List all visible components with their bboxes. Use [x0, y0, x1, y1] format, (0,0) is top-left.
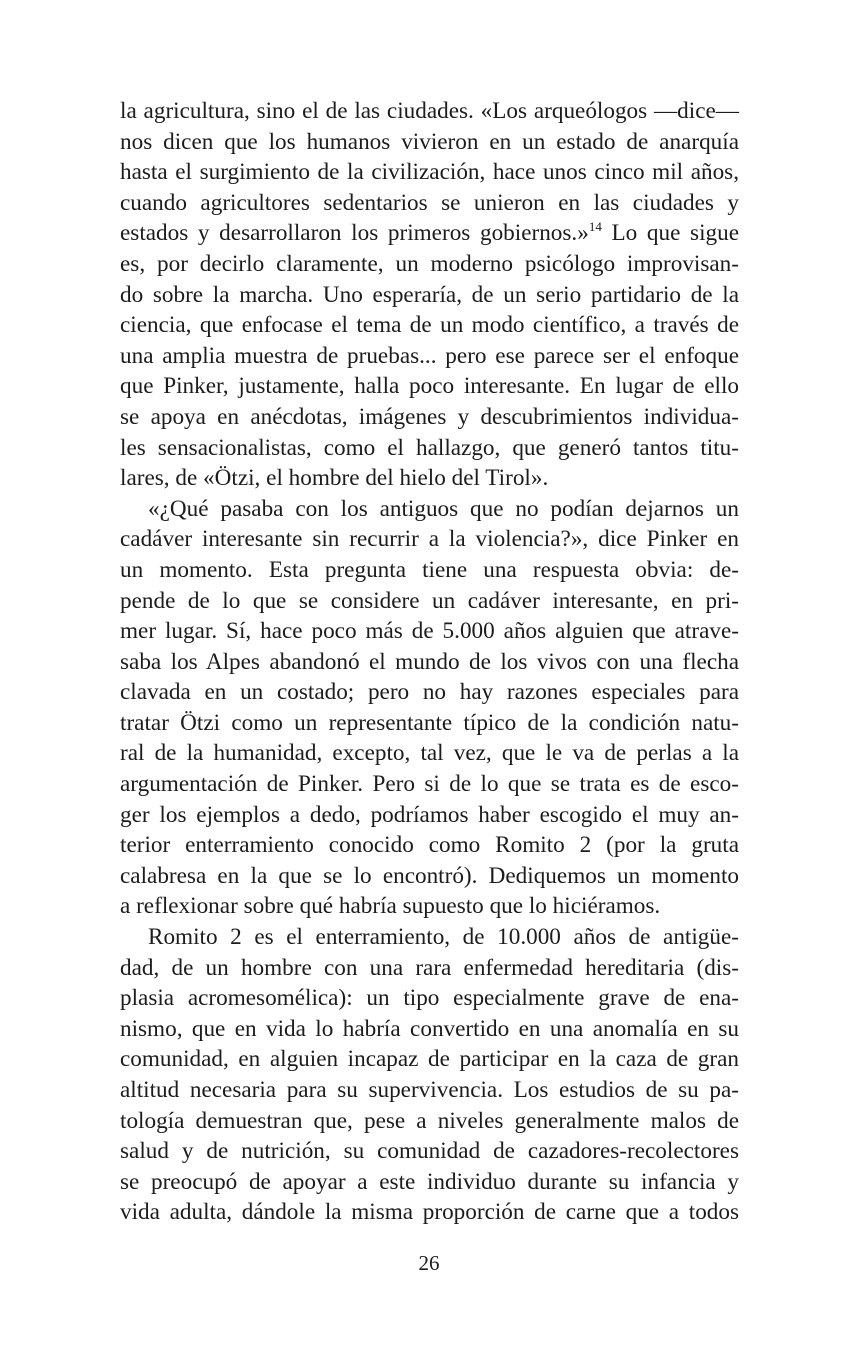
text-line: nos dicen que los humanos vivieron en un estado de anarquía	[120, 128, 739, 155]
text-line: mer lugar. Sí, hace poco más de 5.000 años alguien que atrave-	[120, 618, 739, 645]
text-line: una amplia muestra de pruebas... pero ese parece ser el enfoque	[120, 342, 739, 369]
text-line: se preocupó de apoyar a este individuo durante su infancia y	[120, 1168, 739, 1195]
footnote-reference: 14	[588, 219, 602, 235]
text-line: ral de la humanidad, excepto, tal vez, que le va de perlas a la	[120, 740, 739, 767]
text-line: la agricultura, sino el de las ciudades. «Los arqueólogos —dice—	[120, 98, 739, 124]
text-line: clavada en un costado; pero no hay razones especiales para	[120, 679, 739, 706]
text-line: vida adulta, dándole la misma proporción de carne que a todos	[120, 1199, 739, 1226]
text-line: pende de lo que se considere un cadáver interesante, en pri-	[120, 587, 739, 614]
text-line: comunidad, en alguien incapaz de participar en la caza de gran	[120, 1046, 739, 1073]
text-line: dad, de un hombre con una rara enfermedad hereditaria (dis-	[120, 954, 739, 981]
text-line: plasia acromesomélica): un tipo especialmente grave de ena-	[120, 985, 739, 1012]
text-line: a reflexionar sobre qué habría supuesto que lo hiciéramos.	[120, 893, 661, 920]
text-line: argumentación de Pinker. Pero si de lo que se trata es de esco-	[120, 771, 739, 798]
text-line: «¿Qué pasaba con los antiguos que no podían dejarnos un	[148, 495, 739, 522]
body-text	[120, 96, 739, 1228]
page-number: 26	[418, 1251, 440, 1275]
text-line: lares, de «Ötzi, el hombre del hielo del Tirol».	[120, 465, 549, 492]
text-line: altitud necesaria para su supervivencia. Los estudios de su pa-	[120, 1077, 739, 1103]
text-line: que Pinker, justamente, halla poco interesante. En lugar de ello	[120, 373, 739, 400]
text-line: ger los ejemplos a dedo, podríamos haber escogido el muy an-	[120, 801, 739, 828]
text-line: ciencia, que enfocase el tema de un modo científico, a través de	[120, 312, 739, 339]
text-line: les sensacionalistas, como el hallazgo, que generó tantos titu-	[120, 434, 739, 461]
text-line: do sobre la marcha. Uno esperaría, de un serio partidario de la	[120, 281, 739, 308]
paragraph-3	[120, 922, 739, 1228]
text-line: tratar Ötzi como un representante típico de la condición natu-	[120, 709, 739, 736]
text-segment: estados y desarrollaron los primeros gobiernos.»	[120, 220, 589, 247]
text-line: tología demuestran que, pese a niveles generalmente malos de	[120, 1107, 739, 1134]
text-line: un momento. Esta pregunta tiene una respuesta obvia: de-	[120, 556, 739, 583]
text-line: es, por decirlo claramente, un moderno psicólogo improvisan-	[120, 250, 739, 277]
paragraph-2	[120, 494, 739, 922]
text-line: calabresa en la que se lo encontró). Dediquemos un momento	[120, 862, 739, 889]
text-line: nismo, que en vida lo habría convertido en una anomalía en su	[120, 1015, 739, 1042]
text-line: Romito 2 es el enterramiento, de 10.000 años de antigüe-	[148, 924, 739, 951]
text-line: se apoya en anécdotas, imágenes y descubrimientos individua-	[120, 403, 739, 430]
text-line: cadáver interesante sin recurrir a la violencia?», dice Pinker en	[120, 526, 739, 553]
text-line: terior enterramiento conocido como Romito 2 (por la gruta	[120, 832, 739, 859]
text-line-with-footnote	[120, 218, 739, 249]
paragraph-1	[120, 96, 739, 494]
text-line: salud y de nutrición, su comunidad de cazadores-recolectores	[120, 1138, 739, 1165]
text-segment: Lo que sigue	[601, 220, 740, 247]
text-line: hasta el surgimiento de la civilización, hace unos cinco mil años,	[120, 159, 739, 186]
text-line: cuando agricultores sedentarios se unieron en las ciudades y	[120, 189, 739, 216]
text-line: saba los Alpes abandonó el mundo de los vivos con una flecha	[120, 648, 739, 675]
